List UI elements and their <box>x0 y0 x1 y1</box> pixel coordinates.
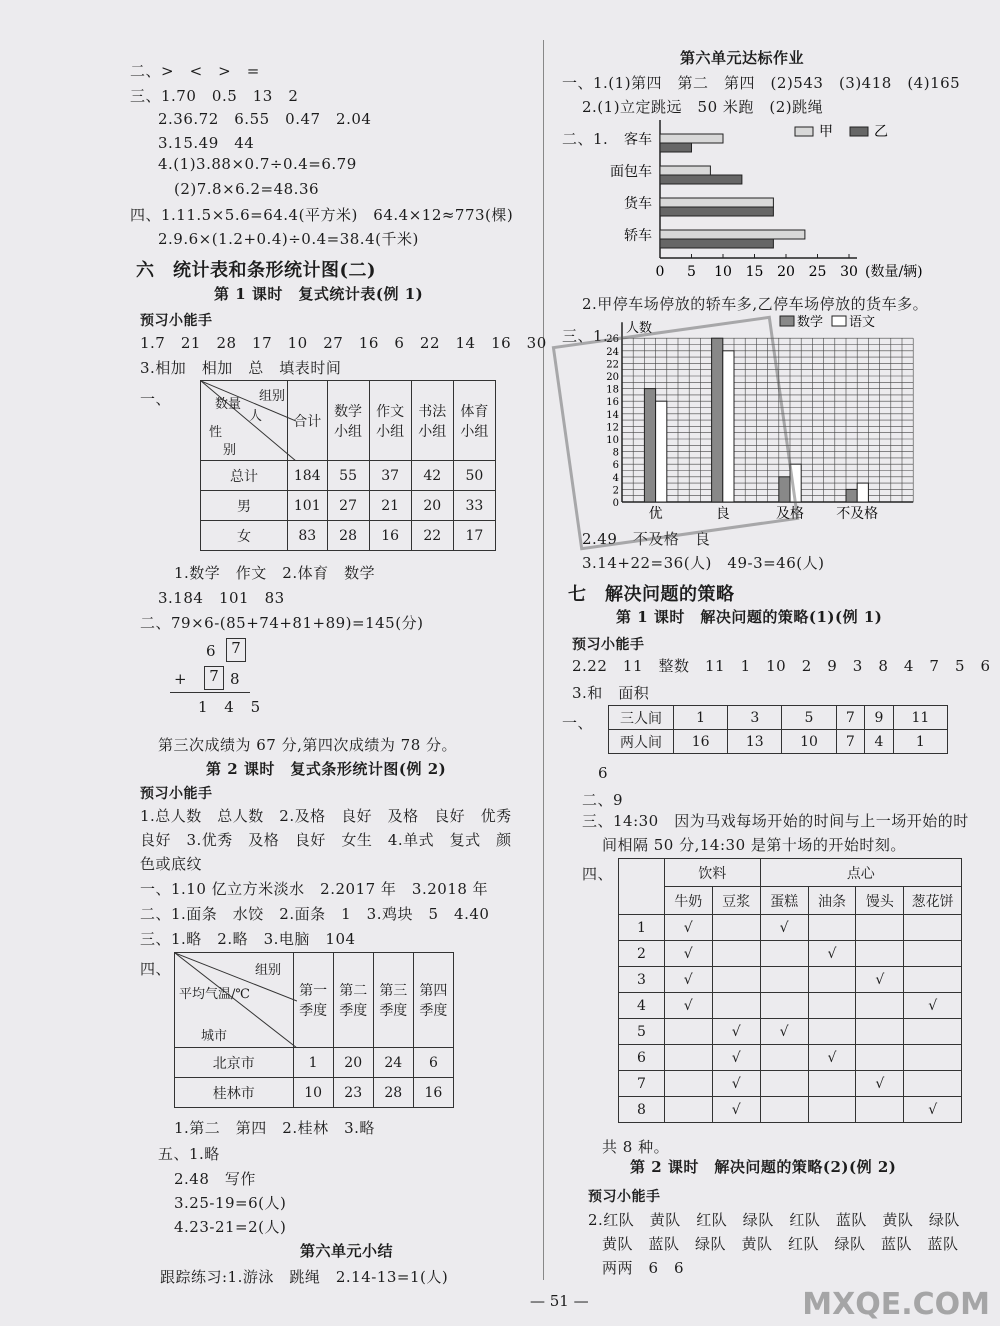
lesson-heading: 第六单元小结 <box>300 1242 394 1260</box>
text-line: 三、1.略 2.略 3.电脑 104 <box>140 930 356 948</box>
text-line: 五、1.略 <box>158 1145 220 1163</box>
bar-乙 <box>660 143 692 152</box>
check-cell <box>904 1045 962 1071</box>
page-number: — 51 — <box>530 1292 589 1310</box>
table-cell: 10 <box>782 730 836 754</box>
check-cell: √ <box>664 967 712 993</box>
check-cell: √ <box>904 993 962 1019</box>
check-cell <box>904 967 962 993</box>
table-row <box>609 730 948 754</box>
check-cell <box>664 1097 712 1123</box>
check-cell: √ <box>712 1045 760 1071</box>
table-header-cell: 第二季度 <box>333 953 373 1048</box>
text-line: 2.22 11 整数 11 1 10 2 9 3 8 4 7 5 6 <box>572 657 991 675</box>
x-axis-unit: (数量/辆) <box>865 264 923 280</box>
sum-line <box>170 692 250 693</box>
text-line: 1.7 21 28 17 10 27 16 6 22 14 16 30 <box>140 334 547 352</box>
group-header: 饮料 <box>664 859 760 887</box>
table-cell: 11 <box>893 706 947 730</box>
lesson-heading: 第 2 课时 解决问题的策略(2)(例 2) <box>630 1158 897 1176</box>
category-label: 不及格 <box>836 506 879 522</box>
text-line: 跟踪练习:1.游泳 跳绳 2.14-13=1(人) <box>160 1268 449 1286</box>
check-cell <box>664 1071 712 1097</box>
column-divider <box>543 40 544 1280</box>
table-header-cell: 牛奶 <box>664 887 712 915</box>
text-line: 四、 <box>582 865 614 883</box>
text-line: 一、 <box>562 714 594 732</box>
subheading: 预习小能手 <box>140 313 213 329</box>
vertical-addition <box>170 638 280 718</box>
table-row <box>619 993 962 1019</box>
text-line: 1.数学 作文 2.体育 数学 <box>174 564 376 582</box>
subheading: 预习小能手 <box>572 637 645 653</box>
check-cell: √ <box>856 967 904 993</box>
corner-label: 别 <box>223 443 237 458</box>
table-row <box>175 1048 454 1078</box>
text-line: 共 8 种。 <box>602 1138 670 1156</box>
table-cell: 16 <box>369 521 411 551</box>
bar-语文 <box>857 483 868 502</box>
check-cell <box>904 1071 962 1097</box>
y-tick-label: 0 <box>612 498 619 509</box>
table-cell: 101 <box>288 491 328 521</box>
table-cell: 27 <box>327 491 369 521</box>
check-cell <box>760 967 808 993</box>
check-cell <box>712 915 760 941</box>
section-heading: 六 统计表和条形统计图(二) <box>136 260 377 281</box>
check-cell <box>760 941 808 967</box>
category-label: 客车 <box>624 132 652 148</box>
table-cell: 北京市 <box>175 1048 294 1078</box>
digit: 6 <box>206 642 216 660</box>
y-tick-label: 6 <box>612 460 619 472</box>
check-cell <box>712 967 760 993</box>
subheading: 预习小能手 <box>588 1189 661 1205</box>
table-header-cell: 豆浆 <box>712 887 760 915</box>
text-line: 2.红队 黄队 红队 绿队 红队 蓝队 黄队 绿队 <box>588 1211 960 1229</box>
table-cell: 13 <box>728 730 782 754</box>
text-line: 6 <box>598 764 609 782</box>
text-line: 一、1.10 亿立方米淡水 2.2017 年 3.2018 年 <box>140 880 489 898</box>
check-cell <box>856 1045 904 1071</box>
table-corner-cell <box>175 953 294 1048</box>
table-row <box>201 521 496 551</box>
table-cell: 24 <box>373 1048 413 1078</box>
x-tick-label: 15 <box>745 264 764 280</box>
digit-box: 7 <box>204 666 224 690</box>
table-cell: 184 <box>288 461 328 491</box>
check-cell <box>904 941 962 967</box>
table-cell: 21 <box>369 491 411 521</box>
table-row <box>175 1078 454 1108</box>
text-line: 4.23-21=2(人) <box>174 1218 287 1236</box>
corner-label: 组别 <box>255 963 282 978</box>
table-cell: 女 <box>201 521 288 551</box>
table-cell: 1 <box>893 730 947 754</box>
row-number-cell: 7 <box>619 1071 665 1097</box>
check-cell <box>856 993 904 1019</box>
table-cell: 22 <box>411 521 453 551</box>
legend-label: 甲 <box>819 124 833 140</box>
digit-box: 7 <box>226 638 246 662</box>
check-cell: √ <box>760 1019 808 1045</box>
y-tick-label: 24 <box>606 346 619 358</box>
table-cell: 17 <box>453 521 495 551</box>
table-cell: 28 <box>373 1078 413 1108</box>
row-number-cell: 5 <box>619 1019 665 1045</box>
text-line: 3.184 101 83 <box>158 589 285 607</box>
corner-label: 人 <box>249 409 263 424</box>
check-cell: √ <box>808 941 856 967</box>
text-line: 二、79×6-(85+74+81+89)=145(分) <box>140 614 424 632</box>
table-cell: 55 <box>327 461 369 491</box>
text-line: 1.总人数 总人数 2.及格 良好 及格 良好 优秀 <box>140 807 512 825</box>
legend-label: 乙 <box>874 124 888 140</box>
check-cell <box>808 993 856 1019</box>
x-tick-label: 0 <box>655 264 665 280</box>
table-corner-cell <box>201 381 288 461</box>
table-cell: 83 <box>288 521 328 551</box>
lesson-heading: 第 1 课时 解决问题的策略(1)(例 1) <box>616 608 883 626</box>
table-cell: 4 <box>865 730 894 754</box>
row-number-cell: 6 <box>619 1045 665 1071</box>
text-line: 二、9 <box>582 791 624 809</box>
legend-swatch <box>795 127 813 136</box>
table-header-cell: 第四季度 <box>413 953 453 1048</box>
table-row <box>619 1045 962 1071</box>
check-cell <box>808 967 856 993</box>
check-cell <box>904 1019 962 1045</box>
y-tick-label: 8 <box>612 447 619 459</box>
watermark-text: MXQE.COM <box>802 1287 990 1322</box>
check-cell <box>856 1097 904 1123</box>
text-line: 色或底纹 <box>140 855 203 873</box>
stats-table-1 <box>200 380 496 551</box>
text-line: 一、 <box>140 390 172 408</box>
category-label: 优 <box>648 506 663 522</box>
row-number-cell: 4 <box>619 993 665 1019</box>
check-cell <box>808 1097 856 1123</box>
table-header-cell: 书法小组 <box>411 381 453 461</box>
check-cell <box>760 1045 808 1071</box>
table-row <box>201 461 496 491</box>
x-tick-label: 30 <box>840 264 858 280</box>
table-cell: 7 <box>836 730 865 754</box>
text-line: 2.9.6×(1.2+0.4)÷0.4=38.4(千米) <box>158 230 419 248</box>
plus-sign: + <box>174 670 187 688</box>
check-cell <box>856 915 904 941</box>
text-line: 2.甲停车场停放的轿车多,乙停车场停放的货车多。 <box>582 295 929 313</box>
table-cell: 9 <box>865 706 894 730</box>
row-number-cell: 2 <box>619 941 665 967</box>
text-line: 两两 6 6 <box>602 1259 685 1277</box>
text-line: 第三次成绩为 67 分,第四次成绩为 78 分。 <box>158 736 458 754</box>
y-tick-label: 2 <box>612 485 619 497</box>
temperature-table <box>174 952 454 1108</box>
table-cell: 20 <box>333 1048 373 1078</box>
check-cell: √ <box>712 1071 760 1097</box>
text-line: 三、1. <box>562 327 609 345</box>
category-label: 良 <box>715 506 730 522</box>
check-cell <box>856 1019 904 1045</box>
category-label: 轿车 <box>624 228 652 244</box>
table-row <box>619 967 962 993</box>
category-label: 及格 <box>776 506 804 522</box>
row-number-cell: 1 <box>619 915 665 941</box>
table-cell: 1 <box>293 1048 333 1078</box>
check-cell <box>664 1045 712 1071</box>
x-tick-label: 25 <box>808 264 827 280</box>
table-header-cell: 合计 <box>288 381 328 461</box>
text-line: 3.和 面积 <box>572 684 650 702</box>
y-tick-label: 4 <box>612 472 619 484</box>
corner-label: 城市 <box>201 1029 228 1044</box>
check-cell <box>808 1071 856 1097</box>
check-cell <box>760 1071 808 1097</box>
text-line: (2)7.8×6.2=48.36 <box>174 180 320 198</box>
y-tick-label: 14 <box>606 409 619 421</box>
table-header-cell: 第一季度 <box>293 953 333 1048</box>
table-header-cell: 馒头 <box>856 887 904 915</box>
corner-label: 平均气温/℃ <box>179 987 250 1002</box>
bar-甲 <box>660 134 723 143</box>
table-row <box>619 1097 962 1123</box>
table-cell: 28 <box>327 521 369 551</box>
text-line: 二、> < > = <box>130 62 260 80</box>
check-cell: √ <box>664 993 712 1019</box>
text-line: 三、14:30 因为马戏每场开始的时间与上一场开始的时 <box>582 812 969 830</box>
check-cell: √ <box>712 1019 760 1045</box>
legend-label: 语文 <box>849 315 876 330</box>
unit-title: 第六单元达标作业 <box>680 49 805 67</box>
check-cell: √ <box>856 1071 904 1097</box>
digit: 8 <box>230 670 240 688</box>
legend-label: 数学 <box>797 315 824 330</box>
legend-swatch <box>850 127 868 136</box>
y-tick-label: 10 <box>606 435 619 446</box>
room-table <box>608 705 948 754</box>
table-header-cell: 体育小组 <box>453 381 495 461</box>
table-cell: 33 <box>453 491 495 521</box>
text-line: 3.相加 相加 总 填表时间 <box>140 359 342 377</box>
check-cell <box>664 1019 712 1045</box>
y-tick-label: 20 <box>606 372 619 383</box>
lesson-heading: 第 2 课时 复式条形统计图(例 2) <box>206 760 447 778</box>
table-row <box>609 706 948 730</box>
table-cell: 总计 <box>201 461 288 491</box>
table-header-cell: 蛋糕 <box>760 887 808 915</box>
text-line: 2.49 不及格 良 <box>582 530 711 548</box>
text-line: 良好 3.优秀 及格 良好 女生 4.单式 复式 颜 <box>140 831 512 849</box>
text-line: 2.(1)立定跳远 50 米跑 (2)跳绳 <box>582 98 824 116</box>
table-row <box>619 941 962 967</box>
subheading: 预习小能手 <box>140 786 213 802</box>
check-cell: √ <box>664 915 712 941</box>
lesson-heading: 第 1 课时 复式统计表(例 1) <box>214 285 424 303</box>
legend-swatch <box>780 316 794 326</box>
check-cell: √ <box>904 1097 962 1123</box>
table-corner-cell <box>619 859 665 915</box>
bar-甲 <box>660 198 773 207</box>
text-line: 四、 <box>140 960 172 978</box>
x-tick-label: 20 <box>777 264 795 280</box>
table-cell: 男 <box>201 491 288 521</box>
legend-swatch <box>832 316 846 326</box>
text-line: 黄队 蓝队 绿队 黄队 红队 绿队 蓝队 蓝队 <box>602 1235 959 1253</box>
check-cell <box>904 915 962 941</box>
text-line: 三、1.70 0.5 13 2 <box>130 87 299 105</box>
text-line: 一、1.(1)第四 第二 第四 (2)543 (3)418 (4)165 <box>562 74 961 92</box>
check-cell <box>712 941 760 967</box>
section-heading: 七 解决问题的策略 <box>568 584 735 605</box>
table-cell: 16 <box>674 730 728 754</box>
group-header: 点心 <box>760 859 961 887</box>
y-tick-label: 12 <box>606 422 619 434</box>
check-cell: √ <box>664 941 712 967</box>
horizontal-bar-chart <box>560 120 990 280</box>
y-tick-label: 26 <box>606 334 619 346</box>
y-tick-label: 18 <box>606 384 619 396</box>
x-tick-label: 10 <box>714 264 732 280</box>
text-line: 间相隔 50 分,14:30 是第十场的开始时刻。 <box>602 836 906 854</box>
bar-甲 <box>660 230 805 239</box>
watermark-logo <box>802 1287 990 1322</box>
table-cell: 7 <box>836 706 865 730</box>
table-cell: 16 <box>413 1078 453 1108</box>
breakfast-table <box>618 858 962 1123</box>
table-cell: 50 <box>453 461 495 491</box>
text-line: 2.36.72 6.55 0.47 2.04 <box>158 110 372 128</box>
corner-label: 数量 <box>215 397 242 412</box>
table-header-cell: 作文小组 <box>369 381 411 461</box>
bar-甲 <box>660 166 710 175</box>
table-cell: 20 <box>411 491 453 521</box>
table-cell: 两人间 <box>609 730 674 754</box>
sum-digits: 1 4 5 <box>198 698 267 716</box>
x-tick-label: 5 <box>687 264 696 280</box>
text-line: 4.(1)3.88×0.7÷0.4=6.79 <box>158 155 357 173</box>
table-row <box>619 915 962 941</box>
table-row <box>201 491 496 521</box>
table-cell: 5 <box>782 706 836 730</box>
table-row <box>619 1071 962 1097</box>
check-cell <box>808 915 856 941</box>
stamp-mark <box>552 316 800 551</box>
table-row <box>619 1019 962 1045</box>
bar-乙 <box>660 175 742 184</box>
check-cell <box>712 993 760 1019</box>
y-axis-label: 人数 <box>626 321 653 337</box>
bar-数学 <box>846 489 857 502</box>
text-line: 四、1.11.5×5.6=64.4(平方米) 64.4×12≈773(棵) <box>130 206 514 224</box>
table-cell: 42 <box>411 461 453 491</box>
table-cell: 1 <box>674 706 728 730</box>
check-cell: √ <box>760 915 808 941</box>
category-label: 面包车 <box>610 164 652 180</box>
row-number-cell: 8 <box>619 1097 665 1123</box>
text-line: 3.14+22=36(人) 49-3=46(人) <box>582 554 825 572</box>
text-line: 1.第二 第四 2.桂林 3.略 <box>174 1119 375 1137</box>
text-line: 3.25-19=6(人) <box>174 1194 287 1212</box>
bar-乙 <box>660 207 773 216</box>
text-line: 二、1. <box>562 130 609 148</box>
text-line: 二、1.面条 水饺 2.面条 1 3.鸡块 5 4.40 <box>140 905 490 923</box>
text-line: 2.48 写作 <box>174 1170 256 1188</box>
y-tick-label: 22 <box>606 359 619 371</box>
text-line: 3.15.49 44 <box>158 134 255 152</box>
row-number-cell: 3 <box>619 967 665 993</box>
check-cell: √ <box>712 1097 760 1123</box>
table-header-cell: 第三季度 <box>373 953 413 1048</box>
table-cell: 23 <box>333 1078 373 1108</box>
check-cell <box>808 1019 856 1045</box>
category-label: 货车 <box>624 196 652 212</box>
bar-乙 <box>660 239 773 248</box>
table-cell: 10 <box>293 1078 333 1108</box>
table-cell: 6 <box>413 1048 453 1078</box>
check-cell <box>760 1097 808 1123</box>
y-tick-label: 16 <box>606 397 619 409</box>
table-cell: 37 <box>369 461 411 491</box>
table-header-cell: 油条 <box>808 887 856 915</box>
table-cell: 3 <box>728 706 782 730</box>
check-cell: √ <box>808 1045 856 1071</box>
check-cell <box>856 941 904 967</box>
corner-label: 组别 <box>259 389 286 404</box>
table-header-cell: 葱花饼 <box>904 887 962 915</box>
table-cell: 三人间 <box>609 706 674 730</box>
table-header-cell: 数学小组 <box>327 381 369 461</box>
corner-label: 性 <box>209 425 223 440</box>
table-cell: 桂林市 <box>175 1078 294 1108</box>
check-cell <box>760 993 808 1019</box>
